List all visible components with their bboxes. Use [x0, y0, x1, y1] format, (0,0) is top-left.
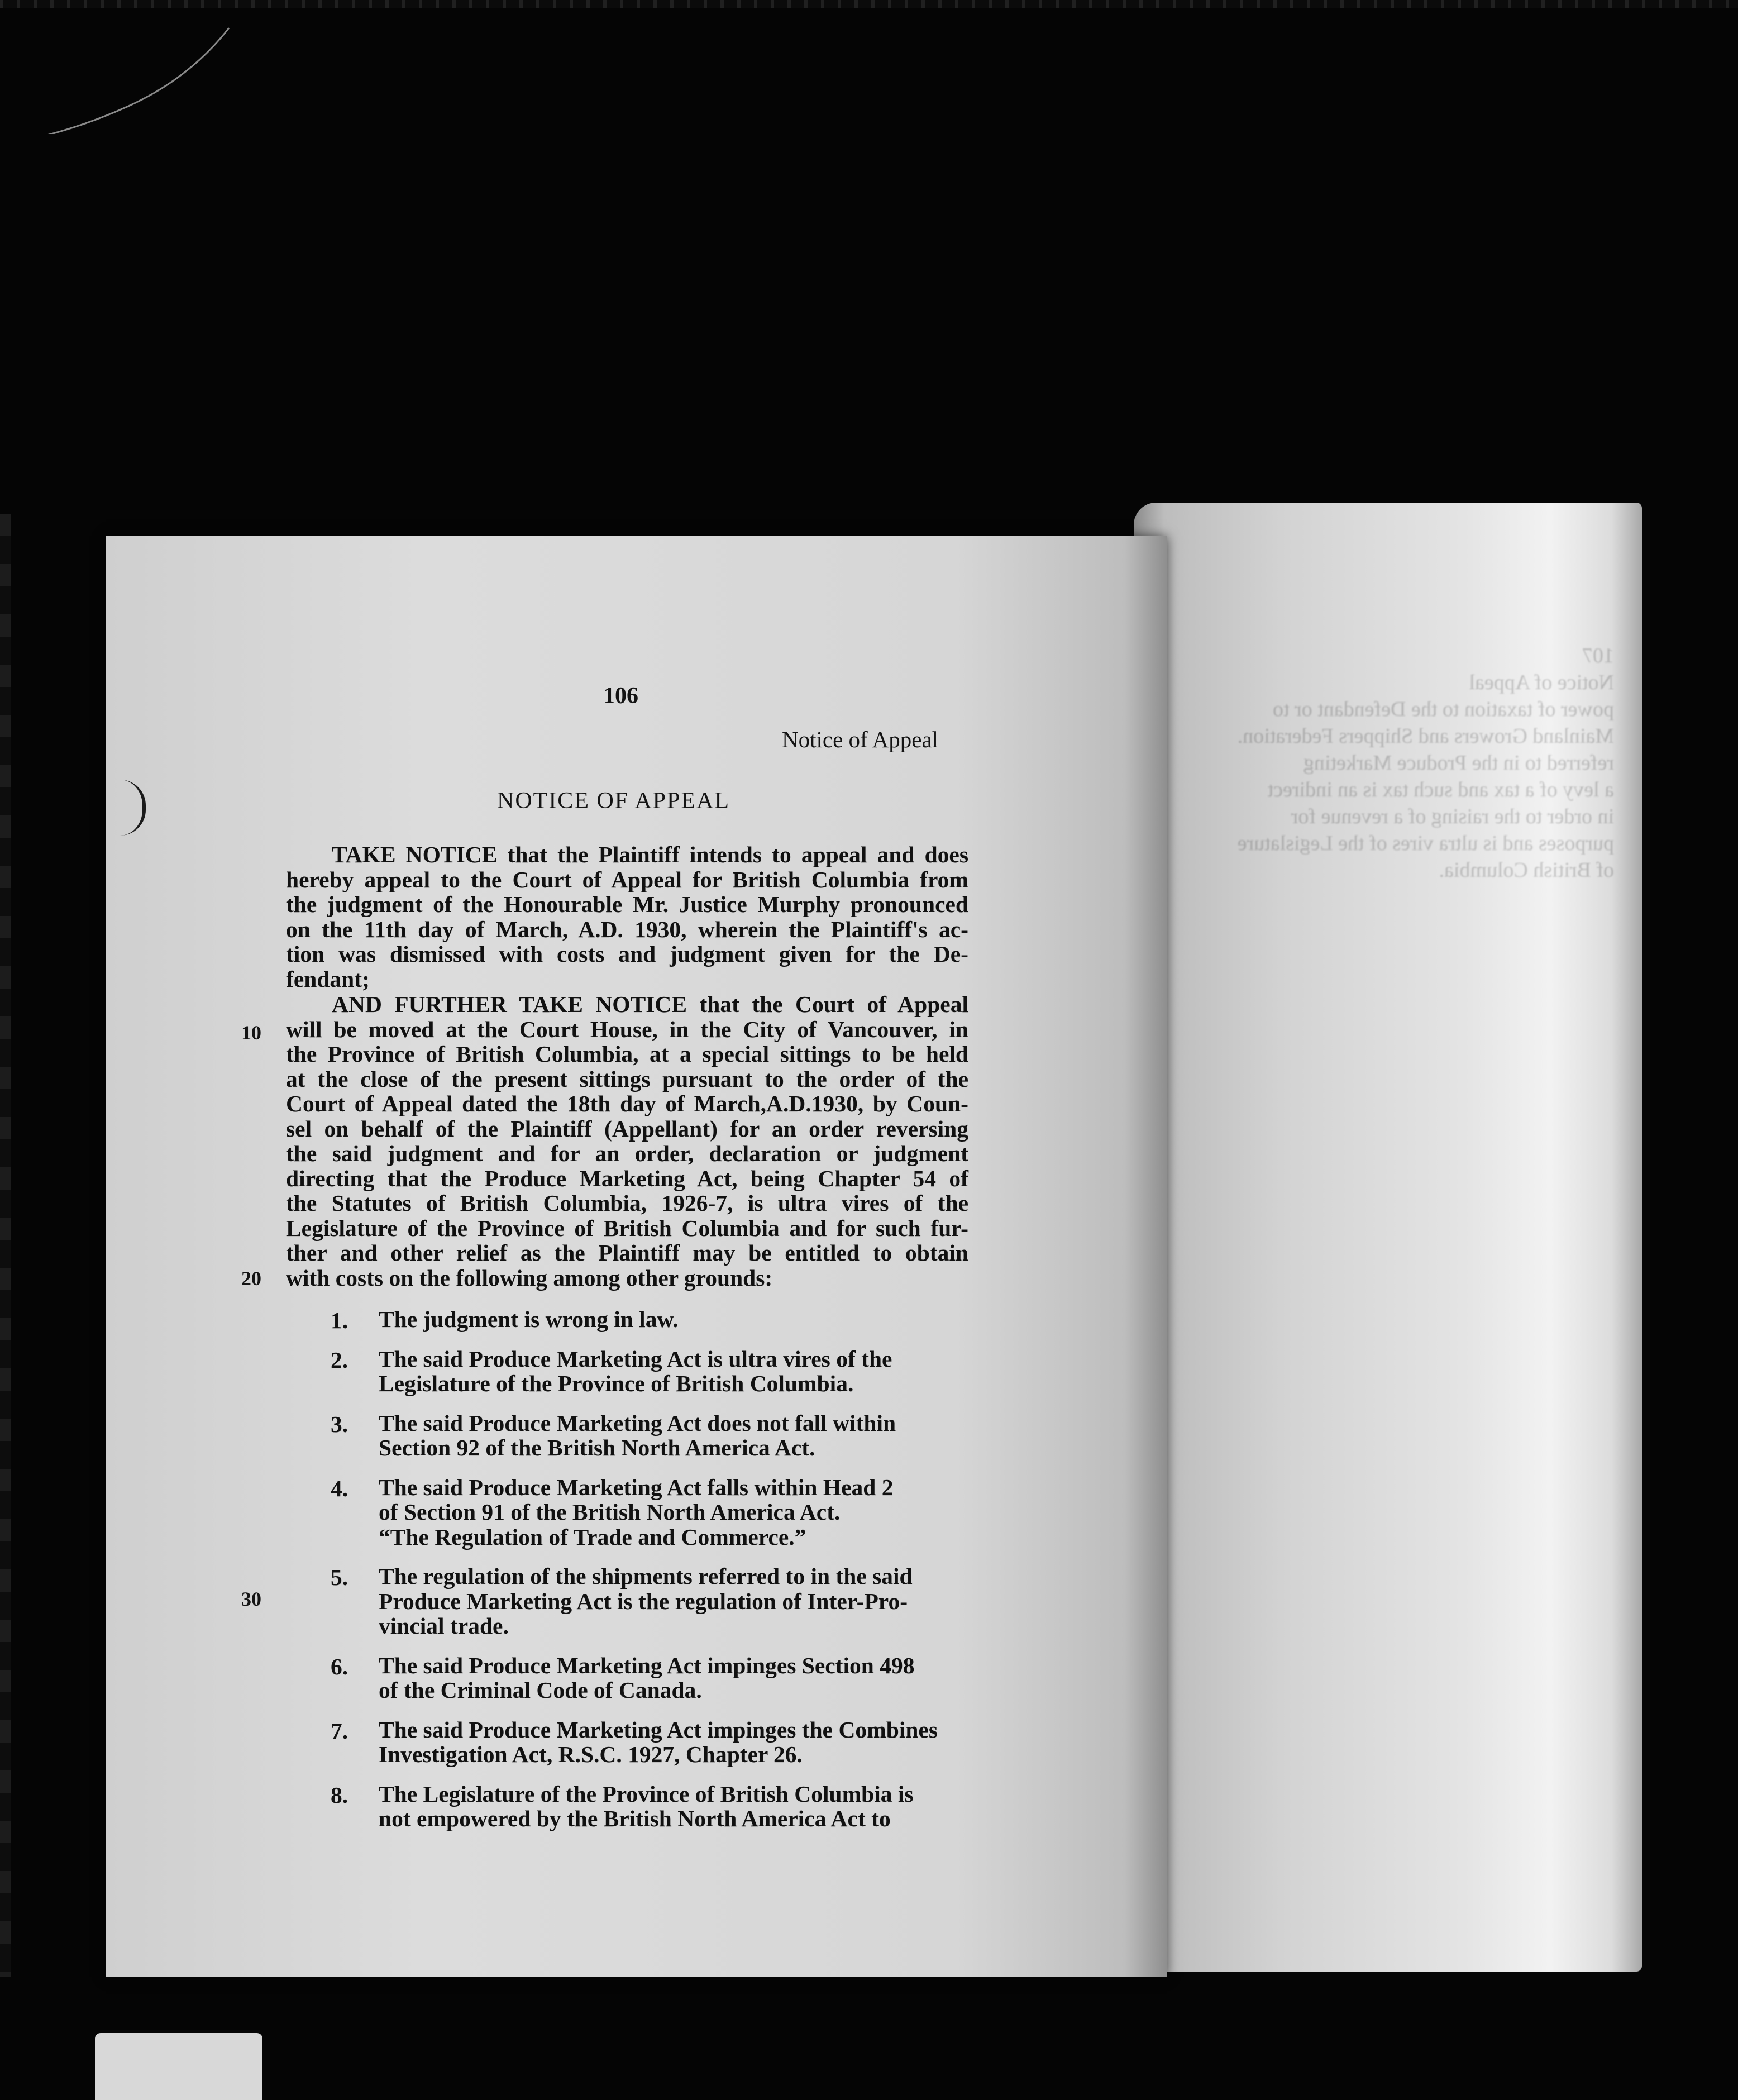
list-item	[331, 1653, 978, 1703]
text-line: Legislature of the Province of British Columbia and for such fur-	[286, 1215, 968, 1241]
list-item	[331, 1564, 978, 1639]
list-item-number: 3.	[331, 1411, 348, 1437]
list-item-text: The said Produce Marketing Act impinges the Combines	[379, 1716, 938, 1743]
film-edge	[0, 0, 1738, 8]
text-line: at the close of the present sittings pursuant to the order of the	[286, 1066, 968, 1092]
text-line: on the 11th day of March, A.D. 1930, wherein the Plaintiff's ac-	[286, 916, 968, 942]
list-item-text: The Legislature of the Province of British Columbia is	[379, 1781, 914, 1807]
list-item-text: of Section 91 of the British North America Act.	[379, 1499, 841, 1525]
list-item-number: 8.	[331, 1782, 348, 1808]
bleed-through-text: 107 Notice of Appeal power of taxation to the Defendant or to Mainland Growers and Shippers Federation. referred to in the Produce Marketing a levy of a tax and such tax is an indirect in order to the raising of a revenue for purposes and is ultra vires of the Legislature of British Columbia.	[1237, 644, 1614, 882]
list-item-text: vincial trade.	[379, 1613, 509, 1639]
text-line: AND FURTHER TAKE NOTICE that the Court of Appeal	[332, 991, 968, 1017]
list-item-text: Section 92 of the British North America Act.	[379, 1435, 815, 1461]
list-item-text: Investigation Act, R.S.C. 1927, Chapter 26.	[379, 1741, 803, 1767]
text-line: fendant;	[286, 966, 370, 992]
list-item-text: Legislature of the Province of British Columbia.	[379, 1371, 854, 1396]
text-line: with costs on the following among other grounds:	[286, 1264, 773, 1291]
list-item-text: The regulation of the shipments referred to in the said	[379, 1563, 913, 1589]
list-item	[331, 1782, 978, 1831]
paragraph-take-notice	[286, 842, 968, 991]
film-scratch	[0, 22, 235, 134]
text-line: the Province of British Columbia, at a special sittings to be held	[286, 1041, 968, 1067]
film-frame-marker	[95, 2033, 262, 2100]
text-line: ther and other relief as the Plaintiff may be entitled to obtain	[286, 1240, 968, 1266]
text-line: Court of Appeal dated the 18th day of March,A.D.1930, by Coun-	[286, 1091, 968, 1116]
text-line: the Statutes of British Columbia, 1926-7, is ultra vires of the	[286, 1190, 968, 1216]
list-item-text: The said Produce Marketing Act is ultra vires of the	[379, 1345, 892, 1372]
list-item-text: of the Criminal Code of Canada.	[379, 1677, 702, 1703]
list-item-text: The said Produce Marketing Act falls within Head 2	[379, 1474, 894, 1500]
grounds-list	[331, 1307, 978, 1846]
list-item-text: Produce Marketing Act is the regulation of Inter-Pro-	[379, 1588, 908, 1614]
list-item	[331, 1411, 978, 1461]
page-number: 106	[603, 683, 638, 709]
list-item-number: 7.	[331, 1717, 348, 1744]
text-line: hereby appeal to the Court of Appeal for British Columbia from	[286, 866, 968, 892]
list-item	[331, 1717, 978, 1767]
text-line: the judgment of the Honourable Mr. Justice Murphy pronounced	[286, 891, 968, 917]
list-item-number: 1.	[331, 1307, 348, 1333]
list-item-text: The judgment is wrong in law.	[379, 1306, 679, 1332]
document-title: NOTICE OF APPEAL	[497, 788, 730, 814]
list-item-number: 4.	[331, 1475, 348, 1501]
margin-line-number: 20	[241, 1267, 261, 1290]
text-line: will be moved at the Court House, in the City of Vancouver, in	[286, 1016, 968, 1042]
paragraph-further-notice	[286, 992, 968, 1290]
text-line: the said judgment and for an order, declaration or judgment	[286, 1140, 968, 1166]
text-line: sel on behalf of the Plaintiff (Appellant) for an order reversing	[286, 1115, 968, 1142]
list-item-number: 6.	[331, 1653, 348, 1679]
margin-line-number: 30	[241, 1588, 261, 1610]
margin-line-number: 10	[241, 1022, 261, 1044]
text-line: TAKE NOTICE that the Plaintiff intends to appeal and does	[332, 842, 968, 867]
list-item	[331, 1475, 978, 1550]
list-item	[331, 1347, 978, 1396]
list-item-number: 5.	[331, 1564, 348, 1590]
adjacent-frame-edge	[0, 514, 11, 1977]
running-head: Notice of Appeal	[782, 727, 939, 752]
text-line: directing that the Produce Marketing Act, being Chapter 54 of	[286, 1165, 968, 1191]
list-item-number: 2.	[331, 1347, 348, 1373]
list-item-text: “The Regulation of Trade and Commerce.”	[379, 1524, 806, 1550]
list-item-text: The said Produce Marketing Act does not fall within	[379, 1410, 896, 1436]
list-item-text: The said Produce Marketing Act impinges Section 498	[379, 1652, 915, 1678]
list-item-text: not empowered by the British North America Act to	[379, 1806, 891, 1831]
list-item	[331, 1307, 978, 1332]
text-line: tion was dismissed with costs and judgment given for the De-	[286, 941, 968, 967]
